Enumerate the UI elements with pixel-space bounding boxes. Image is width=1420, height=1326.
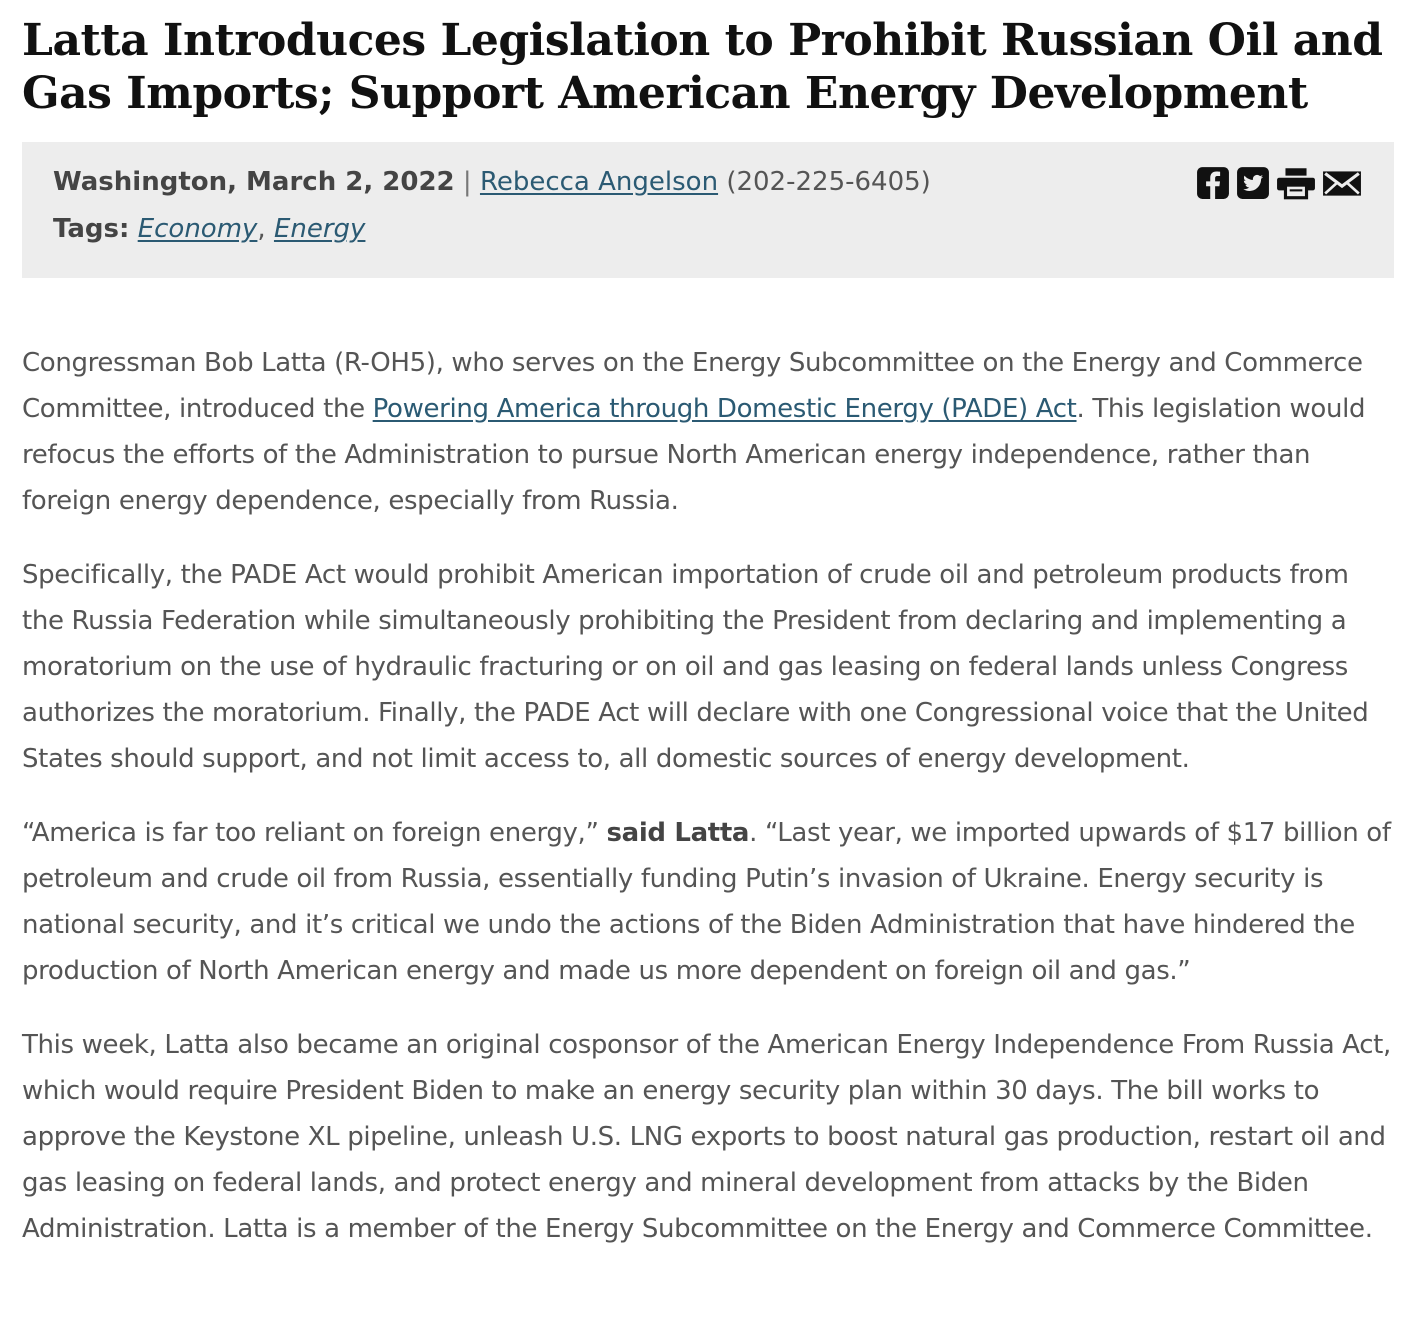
- paragraph-4: This week, Latta also became an original cosponsor of the American Energy Independence From Russia Act, which would require President Biden to make an energy security plan within 30 days. The bill works to approve the Keystone XL pipeline, unleash U.S. LNG exports to boost natural gas production, restart oil and gas leasing on federal lands, and protect energy and mineral development from attacks by the Biden Administration. Latta is a member of the Energy Subcommittee on the Energy and Commerce Committee.: [22, 1030, 1391, 1244]
- print-icon[interactable]: [1276, 166, 1316, 200]
- facebook-icon[interactable]: [1196, 166, 1230, 200]
- paragraph-3: [22, 810, 1394, 994]
- meta-dateline: [53, 167, 931, 197]
- email-icon[interactable]: [1322, 166, 1362, 200]
- pade-act-link[interactable]: Powering America through Domestic Energy (PADE) Act: [372, 394, 1077, 424]
- paragraph-1: [22, 340, 1394, 524]
- said-latta-attribution: said Latta: [606, 818, 750, 848]
- contact-name-link[interactable]: Rebecca Angelson: [479, 167, 719, 197]
- quote-start: “America is far too reliant on foreign energy,”: [22, 818, 607, 848]
- paragraph-1-text-start: Congressman Bob Latta (R-OH5), who serves on the Energy Subcommittee on the Energy and Commerce Committee, introduced the: [22, 348, 1363, 424]
- meta-separator: |: [462, 167, 472, 197]
- contact-phone: (202-225-6405): [726, 167, 931, 197]
- page-title: Latta Introduces Legislation to Prohibit Russian Oil and Gas Imports; Support American Energy Development: [22, 15, 1383, 119]
- quote-end: . “Last year, we imported upwards of $17 billion of petroleum and crude oil from Russia, essentially funding Putin’s invasion of Ukraine. Energy security is national security, and it’s critical we undo the actions of the Biden Administration that have hindered the production of North American energy and made us more dependent on foreign oil and gas.”: [22, 818, 1391, 986]
- share-toolbar: [1196, 166, 1362, 200]
- tags-label: Tags:: [53, 214, 130, 244]
- paragraph-1-text-end: . This legislation would refocus the efforts of the Administration to pursue North American energy independence, rather than foreign energy dependence, especially from Russia.: [22, 394, 1366, 516]
- tag-separator: ,: [257, 214, 266, 244]
- meta-tags: [53, 214, 365, 244]
- twitter-icon[interactable]: [1236, 166, 1270, 200]
- press-release-meta-box: [22, 142, 1394, 278]
- press-release-page: [22, 0, 1394, 1244]
- location-date: Washington, March 2, 2022: [53, 167, 455, 197]
- paragraph-2: Specifically, the PADE Act would prohibit American importation of crude oil and petroleum products from the Russia Federation while simultaneously prohibiting the President from declaring and implementing a moratorium on the use of hydraulic fracturing or on oil and gas leasing on federal lands unless Congress authorizes the moratorium. Finally, the PADE Act will declare with one Congressional voice that the United States should support, and not limit access to, all domestic sources of energy development.: [22, 560, 1369, 774]
- article-body: [22, 340, 1394, 1280]
- tag-energy-link[interactable]: Energy: [273, 214, 366, 244]
- tag-economy-link[interactable]: Economy: [137, 214, 258, 244]
